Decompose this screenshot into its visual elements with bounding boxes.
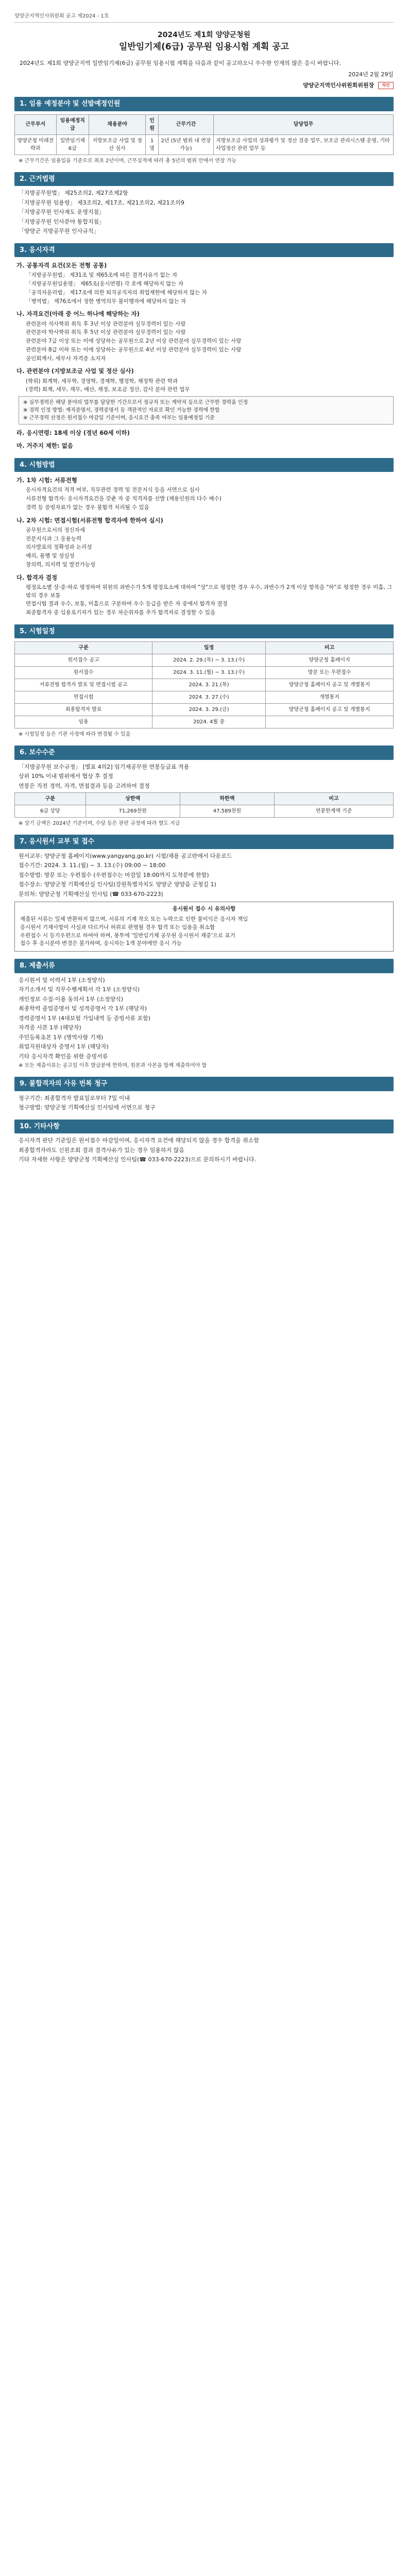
table-cell: 원서접수 xyxy=(15,667,152,679)
table-row xyxy=(15,805,394,818)
subsection-title: 가. 1차 시험: 서류전형 xyxy=(16,477,77,484)
section-salary xyxy=(14,745,394,827)
list-item: 자기소개서 및 직무수행계획서 각 1부 (소정양식) xyxy=(19,986,140,993)
list-item: 공인회계사, 세무사 자격증 소지자 xyxy=(26,355,106,362)
list-item: 서류전형 합격자: 응시자격요건을 갖춘 자 중 적격자를 선발 (채용인원의 다수 배수) xyxy=(26,496,222,502)
table-row xyxy=(15,716,394,728)
table-header: 근무기간 xyxy=(158,114,213,134)
list-item: (학위) 회계학, 세무학, 경영학, 경제학, 행정학, 재정학 관련 학과 xyxy=(26,378,178,384)
section-documents xyxy=(14,959,394,1070)
section-application xyxy=(14,835,394,952)
list-item: 관련분야 학사학위 취득 후 5년 이상 관련분야 실무경력이 있는 사람 xyxy=(26,329,186,336)
section-heading: 1. 임용 예정분야 및 선발예정인원 xyxy=(14,97,394,111)
list-item: 접수장소: 양양군청 기획예산실 인사팀(강원특별자치도 양양군 양양읍 군청길 1) xyxy=(19,881,216,888)
list-item: 기타 응시자격 확인을 위한 증빙서류 xyxy=(19,1053,108,1060)
list-item: 최종합격자라도 신원조회 결과 결격사유가 있는 경우 임용하지 않음 xyxy=(19,1146,185,1154)
list-item: 「지방공무원법」 제31조 및 제65조에 따른 결격사유가 없는 자 xyxy=(26,272,178,279)
schedule-table xyxy=(14,641,394,728)
table-cell: 임용 xyxy=(15,716,152,728)
announcement-date: 2024년 2월 29일 xyxy=(348,71,394,78)
table-cell: 2024. 2. 29.(목) ~ 3. 13.(수) xyxy=(152,654,266,667)
table-cell: 47,589천원 xyxy=(180,805,274,818)
section-heading: 3. 응시자격 xyxy=(14,243,394,258)
list-item: 「병역법」 제76조에서 정한 병역의무 불이행자에 해당하지 않는 자 xyxy=(26,298,186,304)
page-title: 일반임기제(6급) 공무원 임용시험 계획 공고 xyxy=(118,42,290,52)
table-header: 구분 xyxy=(15,793,86,805)
list-item: 응시원서 기재사항이 사실과 다르거나 허위로 판명될 경우 합격 또는 임용을 취소함 xyxy=(20,924,215,930)
table-cell: 최종합격자 발표 xyxy=(15,704,152,716)
list-item: 취업지원대상자 증명서 1부 (해당자) xyxy=(19,1043,109,1050)
issuing-authority xyxy=(14,81,394,90)
table-cell: 면접시험 xyxy=(15,691,152,704)
section-exam-method xyxy=(14,458,394,617)
subsection-title: 나. 자격요건(아래 중 어느 하나에 해당하는 자) xyxy=(16,310,140,318)
notice-number: 양양군지역인사위원회 공고 제2024 - 1호 xyxy=(14,13,109,19)
positions-table xyxy=(14,114,394,155)
section-heading: 9. 불합격자의 사유 번복 청구 xyxy=(14,1077,394,1091)
note-text: ※ 모든 제출서류는 공고일 이후 발급분에 한하며, 원본과 사본을 함께 제출하여야 함 xyxy=(19,1063,207,1069)
note-text: ※ 시험일정 등은 기관 사정에 따라 변경될 수 있음 xyxy=(19,732,131,738)
list-item: 우편접수 시 등기우편으로 하여야 하며, 봉투에 '일반임기제 공무원 응시원서 재중'으로 표기 xyxy=(20,932,235,939)
table-header: 구분 xyxy=(15,642,152,654)
header-line xyxy=(14,12,394,23)
list-item: 「공직자윤리법」 제17조에 의한 퇴직공직자의 취업제한에 해당하지 않는 자 xyxy=(26,289,207,296)
list-item: 경력 등 증빙자료가 없는 경우 불합격 처리될 수 있음 xyxy=(26,504,149,511)
list-item: 제출된 서류는 일체 반환하지 않으며, 서류의 기재 착오 또는 누락으로 인한 불이익은 응시자 책임 xyxy=(20,916,248,922)
section-appeal xyxy=(14,1077,394,1112)
subsection-title: 다. 합격자 결정 xyxy=(16,573,58,581)
table-cell: 2024. 4월 중 xyxy=(152,716,266,728)
list-item: 개인정보 수집·이용 동의서 1부 (소정양식) xyxy=(19,995,124,1003)
table-cell: 개별통지 xyxy=(265,691,393,704)
table-cell: 1명 xyxy=(146,134,159,155)
list-item: 전문지식과 그 응용능력 xyxy=(26,535,82,542)
table-cell: 2024. 3. 21.(목) xyxy=(152,679,266,691)
section-heading: 8. 제출서류 xyxy=(14,959,394,973)
table-header: 임용예정직급 xyxy=(56,114,89,134)
list-item: 관련분야 석사학위 취득 후 3년 이상 관련분야 실무경력이 있는 사람 xyxy=(26,320,186,327)
list-item: (경력) 회계, 세무, 재무, 예산, 재정, 보조금 정산, 감사 분야 관련 업무 xyxy=(26,386,190,393)
list-item: 「지방공무원법」 제25조의2, 제27조제2항 xyxy=(19,190,128,196)
table-cell: 2024. 3. 29.(금) xyxy=(152,704,266,716)
list-item: 원서교부: 양양군청 홈페이지(www.yangyang.go.kr) 시험/채용 공고란에서 다운로드 xyxy=(19,852,232,859)
section-heading: 2. 근거법령 xyxy=(14,172,394,187)
table-cell: 2년 (5년 범위 내 연장 가능) xyxy=(158,134,213,155)
table-cell xyxy=(265,716,393,728)
list-item: 청구기간: 최종합격자 발표일로부터 7일 이내 xyxy=(19,1094,130,1101)
table-header: 하한액 xyxy=(180,793,274,805)
list-item: 창의력, 의지력 및 발전가능성 xyxy=(26,561,96,568)
table-row xyxy=(15,679,394,691)
table-cell: 지방보조금 사업 및 정산 심사 xyxy=(89,134,145,155)
section-heading: 10. 기타사항 xyxy=(14,1120,394,1134)
list-item: 접수기간: 2024. 3. 11.(월) ~ 3. 13.(수) 09:00 ~ 18:00 xyxy=(19,862,166,869)
subsection-title: 라. 응시연령: 18세 이상 (정년 60세 이하) xyxy=(16,429,130,436)
table-cell: 양양군청 홈페이지 공고 및 개별통지 xyxy=(265,679,393,691)
table-cell: 2024. 3. 11.(월) ~ 3. 13.(수) xyxy=(152,667,266,679)
list-item: 의사발표의 정확성과 논리성 xyxy=(26,544,92,551)
list-item: 상위 10% 이내 범위에서 협상 후 결정 xyxy=(19,773,113,780)
list-item: 「지방공무원 보수규정」 [별표 4의2] 임기제공무원 연봉등급표 적용 xyxy=(19,763,190,770)
intro-text: 2024년도 제1회 양양군지역 일반임기제(6급) 공무원 임용시험 계획을 다음과 같이 공고하오니 우수한 인재의 많은 응시 바랍니다. xyxy=(20,59,341,66)
table-header: 일정 xyxy=(152,642,266,654)
table-header: 담당업무 xyxy=(214,114,394,134)
table-header: 채용분야 xyxy=(89,114,145,134)
title-block xyxy=(14,30,394,54)
section-qualifications xyxy=(14,243,394,451)
section-legal-basis xyxy=(14,172,394,236)
table-cell: 71,269천원 xyxy=(86,805,180,818)
note-text: ※ 실무경력은 해당 분야의 업무를 담당한 기간으로서 정규직 또는 계약직 등으로 근무한 경력을 인정 xyxy=(23,400,248,405)
announcement-page xyxy=(0,0,408,1186)
table-cell: 방문 또는 우편접수 xyxy=(265,667,393,679)
note-text: ※ 근무경력 산정은 원서접수 마감일 기준이며, 응시요건 충족 여부는 임용예정일 기준 xyxy=(23,415,215,421)
list-item: 「지방공무원임용령」 제65조(응시연령) 각 호에 해당하지 않는 자 xyxy=(26,281,184,287)
subsection-title: 가. 공통자격 요건(모든 전형 공통) xyxy=(16,262,107,269)
section-other xyxy=(14,1120,394,1164)
list-item: 자격증 사본 1부 (해당자) xyxy=(19,1024,81,1031)
subsection-title: 마. 거주지 제한: 없음 xyxy=(16,442,73,450)
section-schedule xyxy=(14,624,394,739)
list-item: 「지방공무원 인사제도 운영지침」 xyxy=(19,209,105,215)
precautions-box xyxy=(14,902,394,952)
list-item: 공무원으로서의 정신자세 xyxy=(26,527,85,533)
table-cell: 2024. 3. 27.(수) xyxy=(152,691,266,704)
table-cell: 지방보조금 사업의 성과평가 및 정산 검증 업무, 보조금 관리시스템 운영, 기타 사업정산 관련 업무 등 xyxy=(214,134,394,155)
salary-table xyxy=(14,792,394,818)
list-item: 예의, 품행 및 성실성 xyxy=(26,553,75,559)
list-item: 청구방법: 양양군청 기획예산실 인사팀에 서면으로 청구 xyxy=(19,1104,156,1111)
table-row xyxy=(15,134,394,155)
list-item: 관련분야 8급 이하 또는 이에 상당하는 공무원으로 4년 이상 관련분야 실무경력이 있는 사람 xyxy=(26,346,242,353)
table-cell: 원서접수 공고 xyxy=(15,654,152,667)
note-text: ※ 근무기간은 임용일을 기준으로 최초 2년이며, 근무실적에 따라 총 5년의 범위 안에서 연장 가능 xyxy=(19,158,237,164)
note-text: ※ 경력 인정 방법: 재직증명서, 경력증명서 등 객관적인 자료로 확인 가능한 경력에 한함 xyxy=(23,408,220,413)
seal-icon: 직인 xyxy=(378,82,394,89)
list-item: 면접시험 결과 우수, 보통, 미흡으로 구분하여 우수 등급을 받은 자 중에서 합격자 결정 xyxy=(26,601,228,607)
list-item: 접수 후 응시분야 변경은 불가하며, 응시자는 1개 분야에만 응시 가능 xyxy=(20,940,182,947)
table-header: 인원 xyxy=(146,114,159,134)
table-header: 비고 xyxy=(274,793,393,805)
note-text: ※ 상기 금액은 2024년 기준이며, 수당 등은 관련 규정에 따라 별도 지급 xyxy=(19,821,180,827)
list-item: 응시자격 판단 기준일은 원서접수 마감일이며, 응시자격 요건에 해당되지 않을 경우 합격을 취소함 xyxy=(19,1137,259,1144)
subsection-title: 나. 2차 시험: 면접시험(서류전형 합격자에 한하여 실시) xyxy=(16,516,163,524)
list-item: 최종합격자 중 임용포기자가 있는 경우 차순위자를 추가 합격자로 결정할 수 있음 xyxy=(26,609,216,616)
section-heading: 5. 시험일정 xyxy=(14,624,394,639)
list-item: 관련분야 7급 이상 또는 이에 상당하는 공무원으로 2년 이상 관련분야 실무경력이 있는 사람 xyxy=(26,338,242,344)
list-item: 평정요소별 상·중·하로 평정하여 위원의 과반수가 5개 평정요소에 대하여 "상"으로 평정한 경우 우수, 과반수가 2개 이상 항목을 "하"로 평정한 경우 미흡, 그 밖의 경우 보통 xyxy=(26,584,393,599)
list-item: 최종학력 졸업증명서 및 성적증명서 각 1부 (해당자) xyxy=(19,1005,147,1012)
list-item: 「지방공무원 임용령」 제3조의2, 제17조, 제21조의2, 제21조의9 xyxy=(19,199,184,206)
table-cell: 양양군청 홈페이지 공고 및 개별통지 xyxy=(265,704,393,716)
list-item: 기타 자세한 사항은 양양군청 기획예산실 인사팀(☎ 033-670-2223)으로 문의하시기 바랍니다. xyxy=(19,1156,257,1163)
table-cell: 일반임기제 6급 xyxy=(56,134,89,155)
list-item: 주민등록초본 1부 (병역사항 기재) xyxy=(19,1033,104,1041)
section-heading: 6. 보수수준 xyxy=(14,745,394,760)
table-row xyxy=(15,654,394,667)
table-row xyxy=(15,667,394,679)
subsection-title: 다. 관련분야 (지방보조금 사업 및 정산 심사) xyxy=(16,367,134,375)
list-item: 「지방공무원 인사분야 통합지침」 xyxy=(19,218,105,225)
section-heading: 4. 시험방법 xyxy=(14,458,394,472)
list-item: 경력증명서 1부 (4대보험 가입내역 등 증빙서류 포함) xyxy=(19,1014,151,1022)
table-cell: 양양군청 미래전략과 xyxy=(15,134,57,155)
list-item: 문의처: 양양군청 기획예산실 인사팀 (☎ 033-670-2223) xyxy=(19,890,163,897)
list-item: 연봉은 직전 경력, 자격, 면접결과 등을 고려하여 결정 xyxy=(19,782,150,789)
table-header: 상한액 xyxy=(86,793,180,805)
table-cell: 6급 상당 xyxy=(15,805,86,818)
list-item: 응시자격요건의 적격 여부, 직무관련 경력 및 전문지식 등을 서면으로 심사 xyxy=(26,487,200,494)
authority-name: 양양군지역인사위원회위원장 xyxy=(303,81,375,89)
table-header: 근무부서 xyxy=(15,114,57,134)
box-title: 응시원서 접수 시 유의사항 xyxy=(172,906,236,912)
table-header: 비고 xyxy=(265,642,393,654)
title-sub: 2024년도 제1회 양양군청원 xyxy=(157,31,251,39)
note-box xyxy=(19,396,394,425)
table-row xyxy=(15,691,394,704)
list-item: 접수방법: 방문 또는 우편접수 (우편접수는 마감일 18:00까지 도착분에 한함) xyxy=(19,871,209,878)
table-cell: 서류전형 합격자 발표 및 면접시험 공고 xyxy=(15,679,152,691)
section-heading: 7. 응시원서 교부 및 접수 xyxy=(14,835,394,849)
table-row xyxy=(15,704,394,716)
list-item: 「양양군 지방공무원 인사규칙」 xyxy=(19,228,99,234)
table-cell: 연봉한계액 기준 xyxy=(274,805,393,818)
section-positions xyxy=(14,97,394,165)
table-cell: 양양군청 홈페이지 xyxy=(265,654,393,667)
list-item: 응시원서 및 이력서 1부 (소정양식) xyxy=(19,976,105,984)
